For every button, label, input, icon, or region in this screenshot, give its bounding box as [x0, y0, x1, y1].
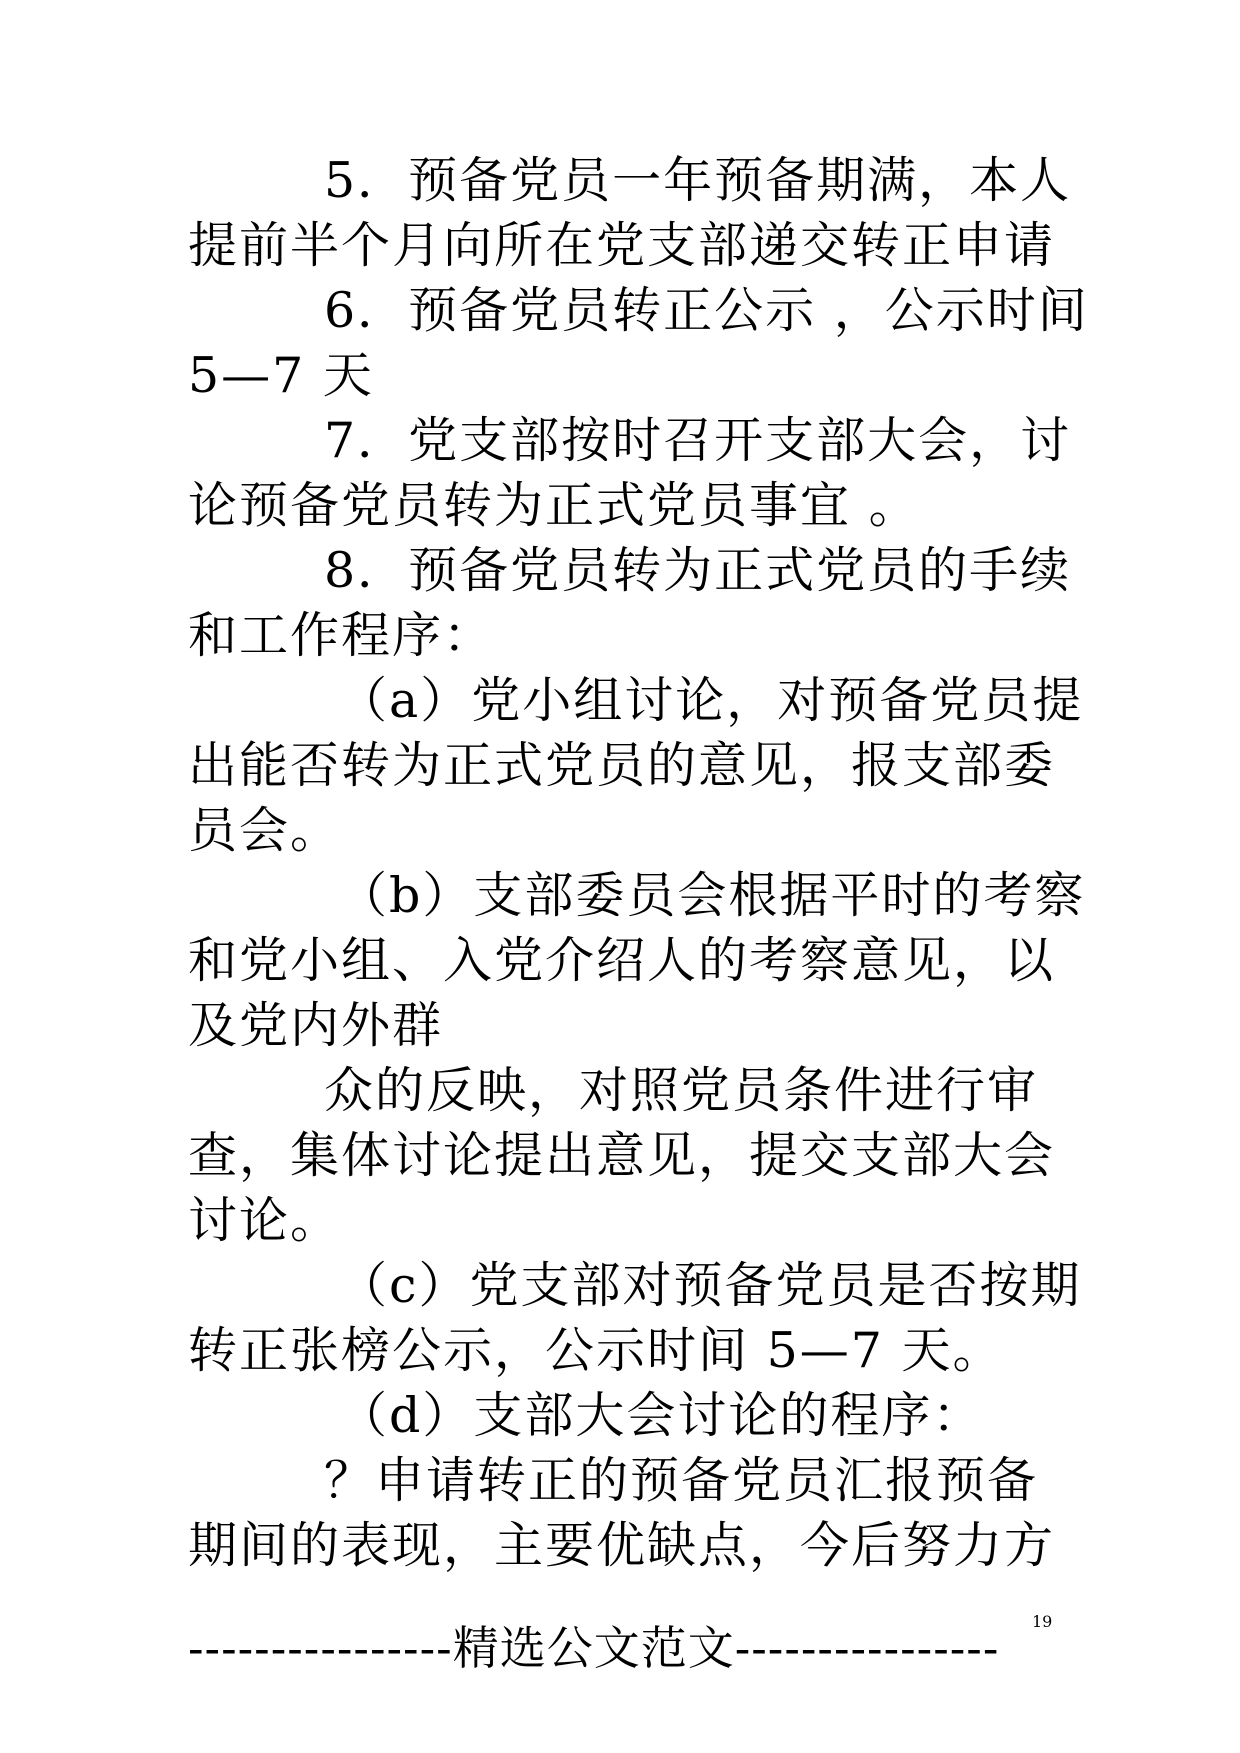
paragraph-line: 期间的表现，主要优缺点，今后努力方 — [188, 1517, 1056, 1574]
paragraph-line: 及党内外群 — [188, 997, 444, 1054]
paragraph-line: 和工作程序： — [188, 607, 495, 664]
paragraph-line: 8．预备党员转为正式党员的手续 — [324, 542, 1072, 599]
paragraph-line: ？申请转正的预备党员汇报预备 — [324, 1452, 1039, 1509]
paragraph-line: 5—7 天 — [188, 347, 374, 404]
document-body — [188, 148, 1089, 1578]
paragraph-line: 出能否转为正式党员的意见，报支部委 — [188, 737, 1056, 794]
paragraph-line: （a）党小组讨论，对预备党员提 — [338, 672, 1084, 729]
paragraph-line: 查，集体讨论提出意见，提交支部大会 — [188, 1127, 1056, 1184]
paragraph-line: （b）支部委员会根据平时的考察 — [338, 867, 1086, 924]
paragraph-line: 众的反映，对照党员条件进行审 — [324, 1062, 1039, 1119]
paragraph-line: 讨论。 — [188, 1192, 342, 1249]
paragraph-line: 转正张榜公示，公示时间 5—7 天。 — [188, 1322, 1004, 1379]
paragraph-line: （d）支部大会讨论的程序： — [338, 1387, 984, 1444]
paragraph-line: （c）党支部对预备党员是否按期 — [338, 1257, 1082, 1314]
paragraph-line: 员会。 — [188, 802, 342, 859]
paragraph-line: 6．预备党员转正公示 ，公示时间 — [324, 282, 1089, 339]
paragraph-line: 7．党支部按时召开支部大会，讨 — [324, 412, 1072, 469]
page-footer: ----------------精选公文范文---------------- — [188, 1621, 1000, 1675]
paragraph-line: 和党小组、入党介绍人的考察意见，以 — [188, 932, 1056, 989]
paragraph-line: 论预备党员转为正式党员事宜 。 — [188, 477, 920, 534]
paragraph-line: 提前半个月向所在党支部递交转正申请 — [188, 217, 1056, 274]
page-number: 19 — [1032, 1612, 1053, 1631]
paragraph-line: 5．预备党员一年预备期满，本人 — [324, 152, 1072, 209]
